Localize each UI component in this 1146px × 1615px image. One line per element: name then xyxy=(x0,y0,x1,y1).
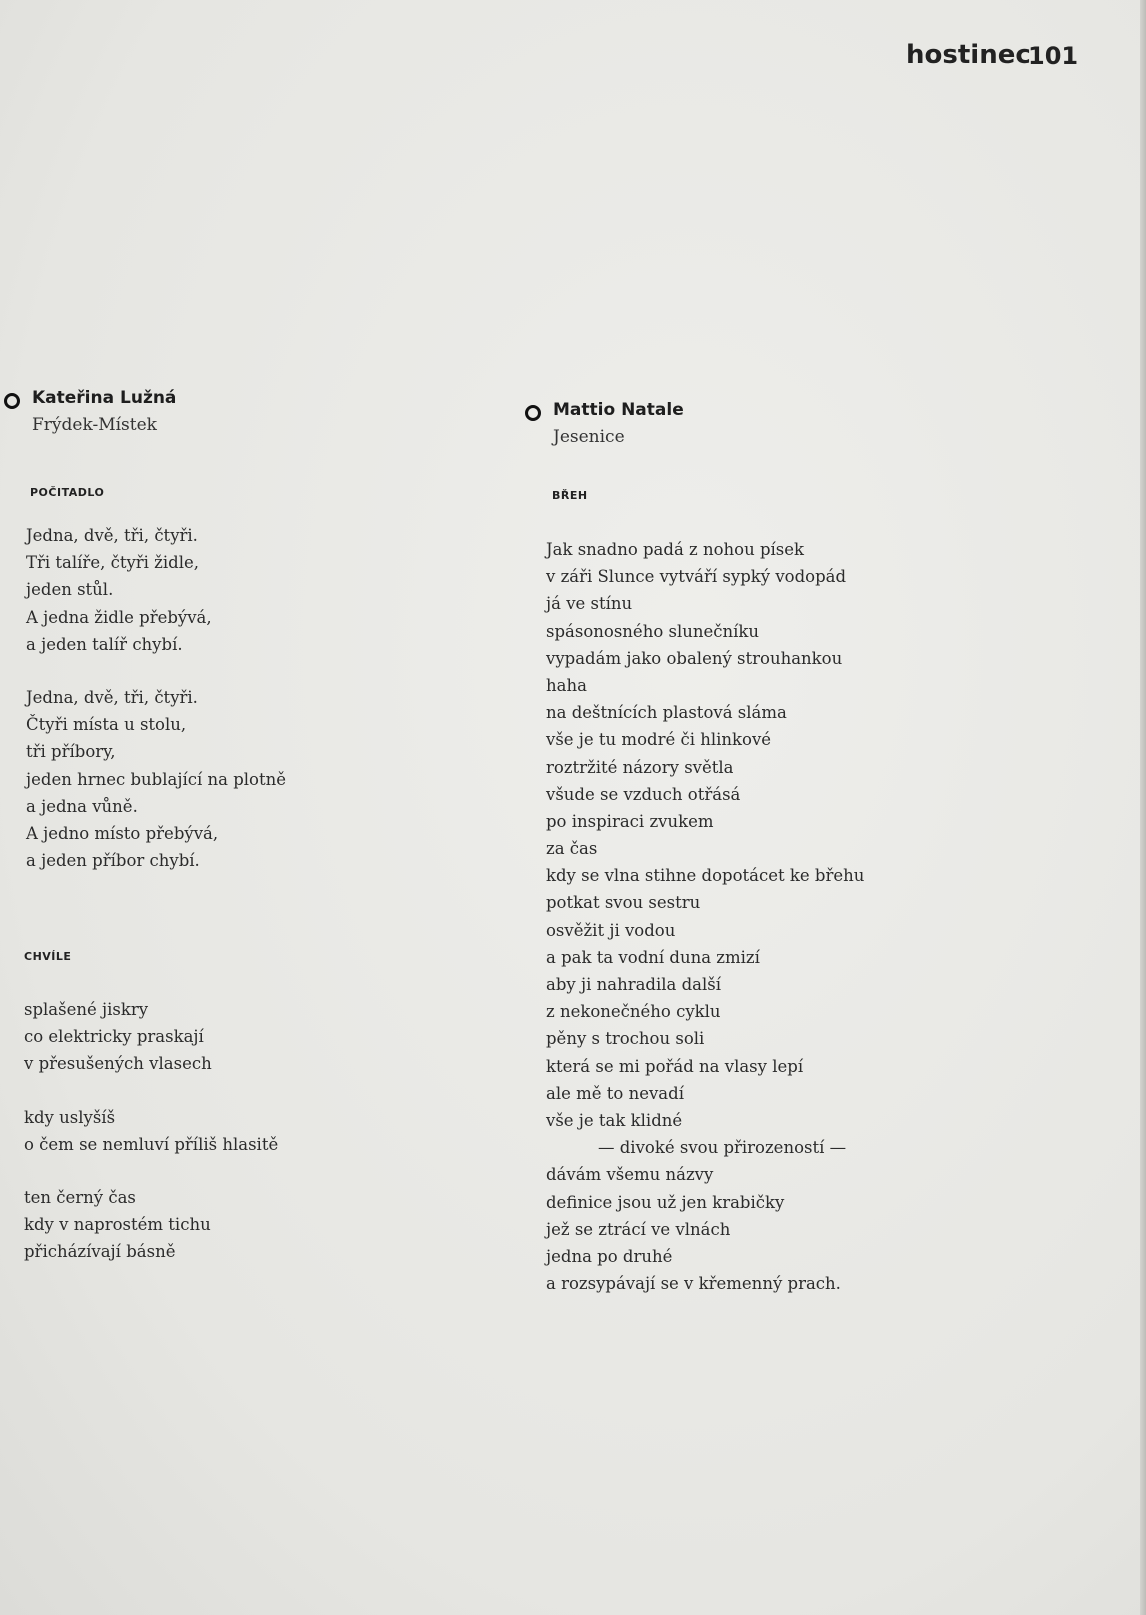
poem-line: Jedna, dvě, tři, čtyři. xyxy=(26,687,198,707)
poem-line: roztržité názory světla xyxy=(546,757,734,777)
poem-line: kdy v naprostém tichu xyxy=(24,1215,211,1235)
poem-line: Jak snadno padá z nohou písek xyxy=(546,540,805,559)
poem-body xyxy=(546,536,864,1297)
poem-line: a jeden příbor chybí. xyxy=(26,851,200,871)
poem-line: která se mi pořád na vlasy lepí xyxy=(546,1056,804,1076)
poem-line: Čtyři místa u stolu, xyxy=(26,715,187,735)
author-name: Mattio Natale xyxy=(553,400,684,420)
poem-line: potkat svou sestru xyxy=(546,893,701,913)
poem-title: POČITADLO xyxy=(30,486,105,499)
poem-title: BŘEH xyxy=(552,489,588,502)
poem-line: spásonosného slunečníku xyxy=(546,621,760,641)
poem-line: kdy se vlna stihne dopotácet ke břehu xyxy=(546,866,865,886)
poem-line: vše je tu modré či hlinkové xyxy=(546,730,772,750)
poem-line: jeden stůl. xyxy=(26,580,114,600)
poem-line: tři příbory, xyxy=(26,742,116,762)
poem-line: Jedna, dvě, tři, čtyři. xyxy=(26,526,198,545)
author-name: Kateřina Lužná xyxy=(32,388,177,408)
poem-line: já ve stínu xyxy=(546,594,633,614)
poem-line: Tři talíře, čtyři židle, xyxy=(26,553,200,573)
poem-line: na deštnících plastová sláma xyxy=(546,703,787,723)
stanza-gap xyxy=(24,1078,278,1104)
author-place: Jesenice xyxy=(553,427,625,447)
poem-line: — divoké svou přirozeností — xyxy=(598,1138,847,1158)
author-bullet-icon xyxy=(4,393,20,409)
author-block-left xyxy=(32,388,176,435)
poem-body xyxy=(26,522,286,874)
poem-line: co elektricky praskají xyxy=(24,1027,204,1047)
poem-line: jež se ztrácí ve vlnách xyxy=(546,1219,731,1239)
poem-line: o čem se nemluví příliš hlasitě xyxy=(24,1134,279,1154)
poem-line: a jedna vůně. xyxy=(26,796,138,816)
poem-line: v záři Slunce vytváří sypký vodopád xyxy=(546,567,847,587)
poem-line: a rozsypávají se v křemenný prach. xyxy=(546,1274,841,1294)
poem-line: kdy uslyšíš xyxy=(24,1107,116,1127)
poem-line: pěny s trochou soli xyxy=(546,1029,705,1049)
page-number: 101 xyxy=(1028,42,1079,70)
poem-line: A jedno místo přebývá, xyxy=(26,823,219,843)
poem-line: a pak ta vodní duna zmizí xyxy=(546,947,760,967)
poem-line: aby ji nahradila další xyxy=(546,975,722,994)
poem-line: z nekonečného cyklu xyxy=(546,1002,721,1022)
poem-line: vypadám jako obalený strouhankou xyxy=(546,648,843,668)
stanza-gap xyxy=(24,1158,278,1184)
poem-line: všude se vzduch otřásá xyxy=(546,784,741,804)
poem-body xyxy=(24,996,278,1266)
author-place: Frýdek-Místek xyxy=(32,415,157,435)
author-bullet-icon xyxy=(525,405,541,421)
poem-line: osvěžit ji vodou xyxy=(546,920,676,940)
poem-title: CHVÍLE xyxy=(24,950,72,963)
poem-line: jedna po druhé xyxy=(546,1246,673,1266)
poem-line: po inspiraci zvukem xyxy=(546,811,714,831)
poem-line: ten černý čas xyxy=(24,1187,136,1207)
poem-line: splašené jiskry xyxy=(24,1000,149,1019)
running-head-title: hostinec xyxy=(906,40,1031,70)
poem-line: A jedna židle přebývá, xyxy=(26,607,212,627)
poem-line: dávám všemu názvy xyxy=(546,1165,714,1185)
poem-line: haha xyxy=(546,675,587,695)
running-head xyxy=(880,40,1100,80)
stanza-gap xyxy=(26,658,286,684)
poem-line: v přesušených vlasech xyxy=(24,1054,212,1074)
poem-line: ale mě to nevadí xyxy=(546,1083,684,1103)
page-edge-shadow xyxy=(1140,0,1146,1615)
poem-line: přicházívají básně xyxy=(24,1242,176,1262)
poem-line: za čas xyxy=(546,839,598,859)
poem-line: definice jsou už jen krabičky xyxy=(546,1192,785,1212)
author-block-right xyxy=(553,400,684,447)
poem-line: vše je tak klidné xyxy=(546,1110,683,1130)
poem-line: jeden hrnec bublající na plotně xyxy=(26,769,286,789)
poem-line: a jeden talíř chybí. xyxy=(26,634,183,654)
